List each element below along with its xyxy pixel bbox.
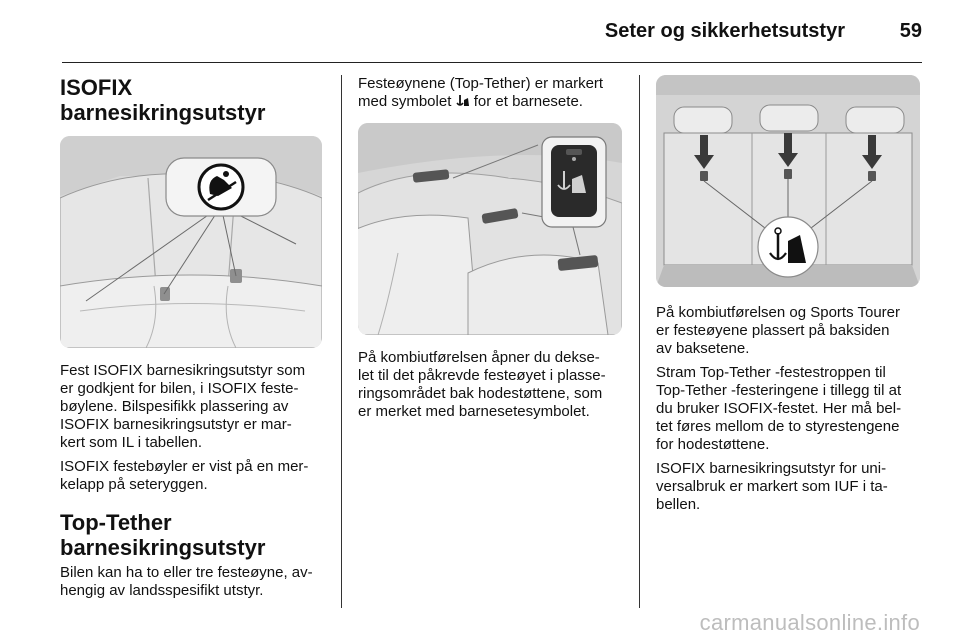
top-tether-heading-line1: Top-Tether [60,510,172,535]
top-tether-heading [60,510,324,560]
tether-symbol-intro: Festeøynene (Top-Tether) er markert med symbolet for et barnesete. [358,75,604,110]
top-tether-anchor-icon [456,94,470,108]
top-tether-heading-line2: barnesikringsutstyr [60,535,266,560]
isofix-rear-seat-illustration [60,136,322,348]
column-3 [656,75,924,520]
isofix-heading-line1: ISOFIX [60,75,133,100]
isofix-paragraph-2: ISOFIX festebøyler er vist på en mer- kelapp på seteryggen. [60,458,309,493]
isofix-heading-line2: barnesikringsutstyr [60,100,266,125]
page-number: 59 [899,20,922,42]
isofix-heading [60,75,324,125]
header-divider [62,62,922,63]
tether-strap-paragraph: Stram Top-Tether -festestroppen til Top-Tether -festeringene i tillegg til at du bruker ISOFIX-festet. Her må bel- tet føres mellom de to styrestengene for hodestøttene. [656,364,902,453]
column-divider-2 [639,75,640,608]
rear-seat-back-illustration [656,75,920,287]
section-title: Seter og sikkerhetsutstyr [604,20,845,42]
universal-iuf-paragraph: ISOFIX barnesikringsutstyr for uni- versalbruk er markert som IUF i ta- bellen. [656,460,888,513]
site-watermark: carmanualsonline.info [699,610,920,635]
column-1 [60,75,324,606]
column-2 [358,75,622,427]
top-tether-headrest-illustration [358,123,622,335]
anchor-location-paragraph: På kombiutførelsen og Sports Tourer er festeøyene plassert på baksiden av baksetene. [656,304,901,357]
top-tether-paragraph: Bilen kan ha to eller tre festeøyne, av- hengig av landsspesifikt utstyr. [60,564,313,599]
column-divider-1 [341,75,342,608]
combi-cover-paragraph: På kombiutførelsen åpner du dekse- let til det påkrevde festeøyet i plasse- ringsområdet bak hodestøttene, som er merket med barnesetesymbolet. [358,349,606,420]
isofix-paragraph-1: Fest ISOFIX barnesikringsutstyr som er godkjent for bilen, i ISOFIX feste- bøylene. Bilspesifikk plassering av ISOFIX barnesikringsutstyr er mar- kert som IL i tabellen. [60,362,306,451]
